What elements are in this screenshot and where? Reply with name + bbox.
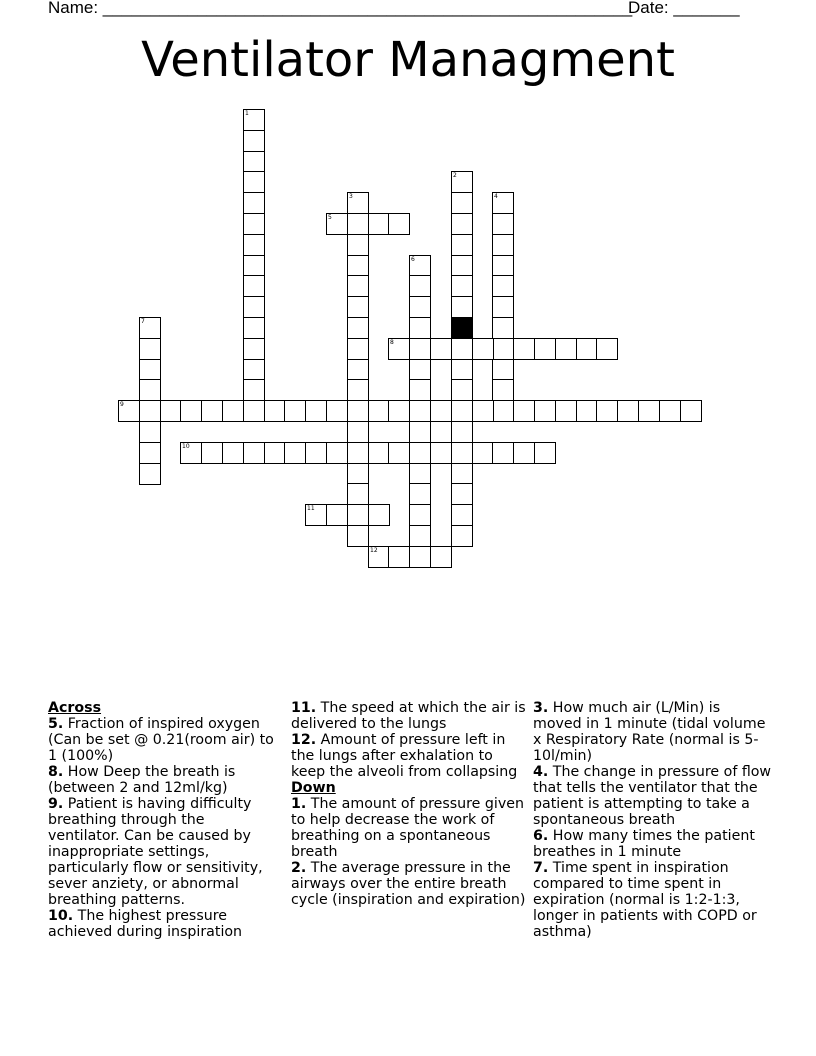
- grid-cell[interactable]: [409, 504, 431, 526]
- grid-cell[interactable]: [118, 400, 140, 422]
- grid-cell[interactable]: [139, 338, 161, 360]
- grid-cell[interactable]: [451, 296, 473, 318]
- grid-cell[interactable]: [347, 525, 369, 547]
- puzzle-title: Ventilator Managment: [141, 32, 675, 88]
- grid-cell[interactable]: [534, 442, 556, 464]
- grid-cell[interactable]: [180, 400, 202, 422]
- grid-cell[interactable]: [492, 296, 514, 318]
- grid-cell[interactable]: [160, 400, 182, 422]
- grid-cell[interactable]: [451, 483, 473, 505]
- grid-cell[interactable]: [347, 504, 369, 526]
- grid-cell[interactable]: [388, 442, 410, 464]
- grid-cell[interactable]: [409, 546, 431, 568]
- grid-cell[interactable]: [201, 400, 223, 422]
- grid-cell[interactable]: [243, 171, 265, 193]
- grid-cell[interactable]: [596, 338, 618, 360]
- grid-cell[interactable]: [555, 338, 577, 360]
- grid-cell[interactable]: [243, 255, 265, 277]
- grid-cell[interactable]: [451, 379, 473, 401]
- grid-cell[interactable]: [368, 504, 390, 526]
- clue-number-label: 5: [328, 214, 332, 221]
- grid-cell[interactable]: [243, 359, 265, 381]
- clue-down-1: 1. The amount of pressure given to help decrease the work of breathing on a spontaneous breath: [291, 796, 524, 860]
- clue-down-3: 3. How much air (L/Min) is moved in 1 minute (tidal volume x Respiratory Rate (normal is 5-10l/min): [533, 700, 766, 764]
- grid-cell[interactable]: [284, 442, 306, 464]
- grid-cell[interactable]: [347, 192, 369, 214]
- clue-number-label: 9: [120, 401, 124, 408]
- grid-cell[interactable]: [409, 463, 431, 485]
- grid-cell[interactable]: [409, 296, 431, 318]
- clue-across-8: 8. How Deep the breath is (between 2 and 12ml/kg): [48, 764, 236, 796]
- grid-cell[interactable]: [326, 213, 348, 235]
- grid-cell[interactable]: [492, 213, 514, 235]
- grid-cell[interactable]: [451, 255, 473, 277]
- grid-cell[interactable]: [492, 234, 514, 256]
- clue-down-6: 6. How many times the patient breathes in 1 minute: [533, 828, 755, 860]
- clue-down-2: 2. The average pressure in the airways over the entire breath cycle (inspiration and expiration): [291, 860, 526, 908]
- grid-cell[interactable]: [347, 338, 369, 360]
- grid-cell[interactable]: [243, 317, 265, 339]
- clue-column-1: [48, 700, 278, 940]
- grid-cell[interactable]: [451, 421, 473, 443]
- clue-number-label: 11: [307, 505, 315, 512]
- clue-across-12: 12. Amount of pressure left in the lungs after exhalation to keep the alveoli from collapsing: [291, 732, 518, 780]
- grid-cell[interactable]: [347, 359, 369, 381]
- grid-cell[interactable]: [347, 275, 369, 297]
- grid-cell[interactable]: [430, 442, 452, 464]
- grid-cell[interactable]: [243, 192, 265, 214]
- clue-number-label: 1: [245, 110, 249, 117]
- grid-cell[interactable]: [264, 442, 286, 464]
- grid-cell[interactable]: [430, 546, 452, 568]
- grid-cell[interactable]: [680, 400, 702, 422]
- grid-cell[interactable]: [243, 151, 265, 173]
- grid-cell[interactable]: [347, 442, 369, 464]
- grid-cell[interactable]: [576, 400, 598, 422]
- grid-cell[interactable]: [180, 442, 202, 464]
- grid-cell[interactable]: [451, 275, 473, 297]
- clue-down-4: 4. The change in pressure of flow that tells the ventilator that the patient is attempting to take a spontaneous breath: [533, 764, 772, 828]
- grid-cell[interactable]: [409, 525, 431, 547]
- grid-cell[interactable]: [513, 442, 535, 464]
- grid-cell[interactable]: [388, 338, 410, 360]
- grid-cell[interactable]: [451, 463, 473, 485]
- grid-cell[interactable]: [139, 463, 161, 485]
- grid-cell[interactable]: [513, 338, 535, 360]
- grid-cell[interactable]: [596, 400, 618, 422]
- grid-cell[interactable]: [326, 504, 348, 526]
- grid-cell[interactable]: [409, 442, 431, 464]
- grid-cell[interactable]: [555, 400, 577, 422]
- grid-cell[interactable]: [513, 400, 535, 422]
- grid-cell[interactable]: [347, 463, 369, 485]
- clue-across-10: 10. The highest pressure achieved during inspiration: [48, 908, 243, 940]
- grid-cell[interactable]: [451, 213, 473, 235]
- grid-cell[interactable]: [409, 421, 431, 443]
- grid-cell[interactable]: [451, 442, 473, 464]
- grid-cell[interactable]: [222, 400, 244, 422]
- grid-cell[interactable]: [409, 379, 431, 401]
- clue-number-label: 12: [370, 547, 378, 554]
- grid-cell[interactable]: [492, 317, 514, 339]
- grid-cell[interactable]: [347, 255, 369, 277]
- grid-cell[interactable]: [243, 400, 265, 422]
- clue-number-label: 2: [453, 172, 457, 179]
- grid-cell[interactable]: [492, 255, 514, 277]
- grid-cell[interactable]: [326, 442, 348, 464]
- grid-cell[interactable]: [368, 400, 390, 422]
- grid-cell[interactable]: [284, 400, 306, 422]
- grid-cell[interactable]: [139, 317, 161, 339]
- grid-cell[interactable]: [409, 400, 431, 422]
- grid-cell[interactable]: [409, 317, 431, 339]
- grid-cell[interactable]: [305, 442, 327, 464]
- grid-cell[interactable]: [347, 317, 369, 339]
- grid-cell[interactable]: [492, 379, 514, 401]
- date-field-label: Date: _______: [628, 0, 740, 17]
- clue-number-label: 6: [411, 256, 415, 263]
- grid-cell[interactable]: [201, 442, 223, 464]
- clue-column-2: [291, 700, 529, 908]
- grid-cell[interactable]: [451, 338, 473, 360]
- clue-across-5: 5. Fraction of inspired oxygen (Can be set @ 0.21(room air) to 1 (100%): [48, 716, 274, 764]
- grid-cell[interactable]: [409, 359, 431, 381]
- grid-cell[interactable]: [368, 546, 390, 568]
- clue-down-7: 7. Time spent in inspiration compared to time spent in expiration (normal is 1:2-1:3, longer in patients with COPD or asthma): [533, 860, 757, 940]
- grid-cell[interactable]: [430, 400, 452, 422]
- grid-cell[interactable]: [222, 442, 244, 464]
- grid-cell[interactable]: [451, 504, 473, 526]
- clue-number-label: 7: [141, 318, 145, 325]
- grid-cell[interactable]: [388, 213, 410, 235]
- grid-cell[interactable]: [243, 275, 265, 297]
- clue-across-9: 9. Patient is having difficulty breathing through the ventilator. Can be caused by inappropriate settings, particularly flow or sensitivity, sever anziety, or abnormal breathing patterns.: [48, 796, 263, 908]
- grid-cell[interactable]: [659, 400, 681, 422]
- grid-cell[interactable]: [576, 338, 598, 360]
- clue-number-label: 10: [182, 443, 190, 450]
- grid-cell[interactable]: [472, 400, 494, 422]
- grid-cell[interactable]: [409, 255, 431, 277]
- grid-cell[interactable]: [305, 400, 327, 422]
- grid-block-cell: [451, 317, 473, 339]
- grid-cell[interactable]: [139, 421, 161, 443]
- grid-cell[interactable]: [264, 400, 286, 422]
- grid-cell[interactable]: [492, 338, 514, 360]
- grid-cell[interactable]: [472, 442, 494, 464]
- grid-cell[interactable]: [347, 400, 369, 422]
- grid-cell[interactable]: [388, 400, 410, 422]
- clue-number-label: 8: [390, 339, 394, 346]
- grid-cell[interactable]: [451, 400, 473, 422]
- grid-cell[interactable]: [243, 338, 265, 360]
- grid-cell[interactable]: [472, 338, 494, 360]
- grid-cell[interactable]: [534, 400, 556, 422]
- grid-cell[interactable]: [139, 400, 161, 422]
- grid-cell[interactable]: [139, 442, 161, 464]
- grid-cell[interactable]: [139, 359, 161, 381]
- across-heading: Across: [48, 700, 102, 716]
- clue-column-3: [533, 700, 773, 940]
- grid-cell[interactable]: [347, 421, 369, 443]
- grid-cell[interactable]: [368, 442, 390, 464]
- grid-cell[interactable]: [638, 400, 660, 422]
- grid-cell[interactable]: [430, 338, 452, 360]
- grid-cell[interactable]: [243, 130, 265, 152]
- grid-cell[interactable]: [492, 442, 514, 464]
- grid-cell[interactable]: [409, 275, 431, 297]
- name-field-label: Name: ________________________________________________________: [48, 0, 633, 17]
- grid-cell[interactable]: [243, 109, 265, 131]
- grid-cell[interactable]: [139, 379, 161, 401]
- grid-cell[interactable]: [388, 546, 410, 568]
- clue-number-label: 4: [494, 193, 498, 200]
- grid-cell[interactable]: [534, 338, 556, 360]
- grid-cell[interactable]: [305, 504, 327, 526]
- grid-cell[interactable]: [326, 400, 348, 422]
- grid-cell[interactable]: [451, 234, 473, 256]
- grid-cell[interactable]: [492, 359, 514, 381]
- grid-cell[interactable]: [243, 296, 265, 318]
- grid-cell[interactable]: [347, 213, 369, 235]
- grid-cell[interactable]: [492, 192, 514, 214]
- grid-cell[interactable]: [243, 234, 265, 256]
- grid-cell[interactable]: [617, 400, 639, 422]
- grid-cell[interactable]: [368, 213, 390, 235]
- grid-cell[interactable]: [409, 483, 431, 505]
- grid-cell[interactable]: [347, 234, 369, 256]
- grid-cell[interactable]: [451, 192, 473, 214]
- grid-cell[interactable]: [492, 275, 514, 297]
- grid-cell[interactable]: [451, 525, 473, 547]
- grid-cell[interactable]: [451, 359, 473, 381]
- clue-number-label: 3: [349, 193, 353, 200]
- down-heading: Down: [291, 780, 336, 796]
- grid-cell[interactable]: [492, 400, 514, 422]
- grid-cell[interactable]: [347, 296, 369, 318]
- grid-cell[interactable]: [451, 171, 473, 193]
- grid-cell[interactable]: [243, 442, 265, 464]
- grid-cell[interactable]: [347, 483, 369, 505]
- grid-cell[interactable]: [347, 379, 369, 401]
- grid-cell[interactable]: [243, 379, 265, 401]
- grid-cell[interactable]: [243, 213, 265, 235]
- clue-across-11: 11. The speed at which the air is delivered to the lungs: [291, 700, 526, 732]
- grid-cell[interactable]: [409, 338, 431, 360]
